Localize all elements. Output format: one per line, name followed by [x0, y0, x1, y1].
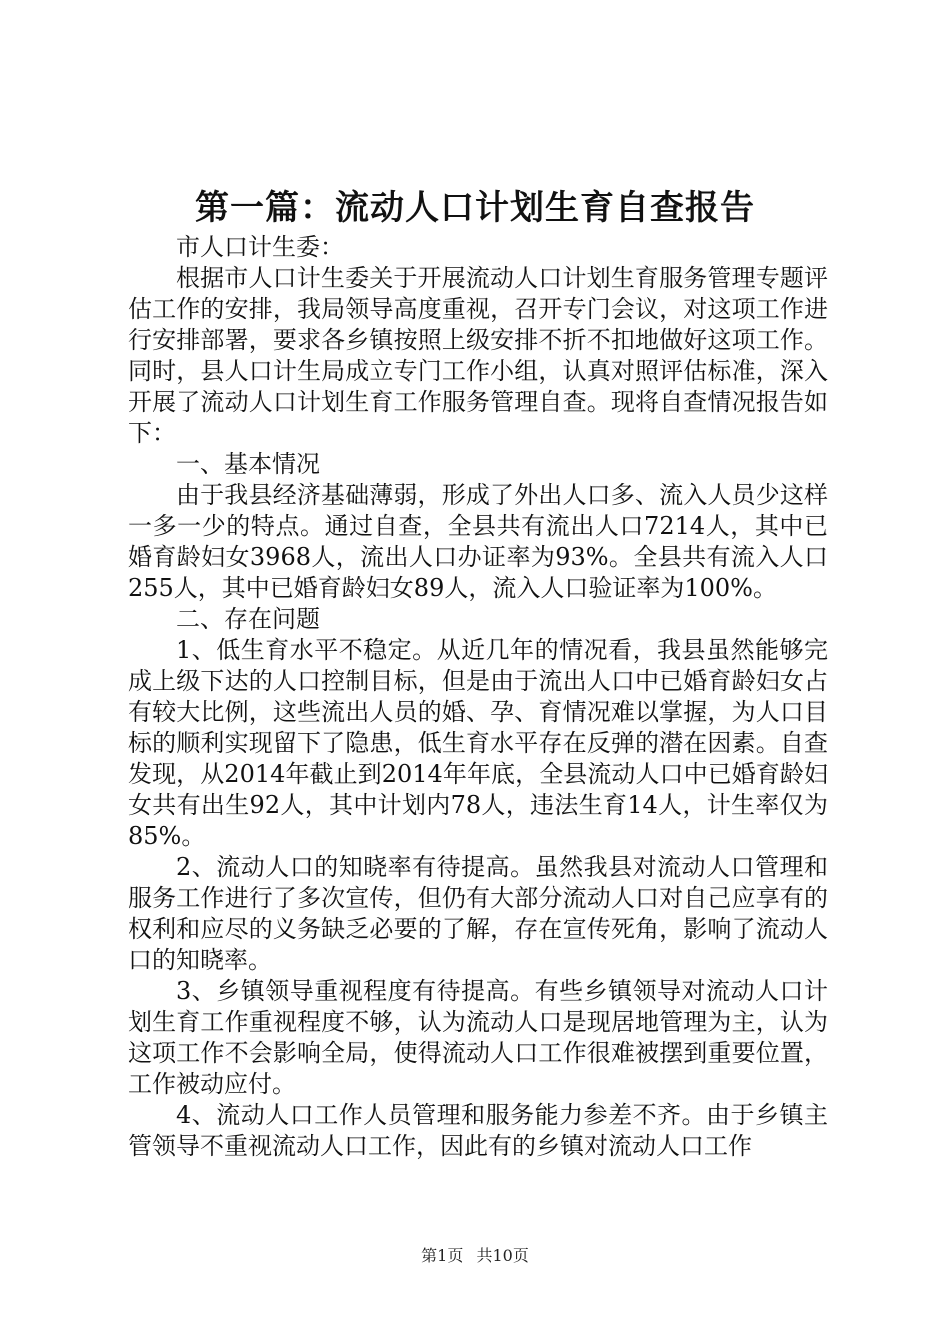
section-heading-basic: 一、基本情况	[176, 450, 320, 478]
page-total: 共10页	[476, 1246, 529, 1265]
page-footer	[0, 1245, 950, 1267]
document-title: 第一篇：流动人口计划生育自查报告	[195, 188, 755, 228]
basic-situation-paragraph: 由于我县经济基础薄弱，形成了外出人口多、流入人员少这样一多一少的特点。通过自查，全县共有流出人口7214人，其中已婚育龄妇女3968人，流出人口办证率为93%。全县共有流入人口255人，其中已婚育龄妇女89人，流入人口验证率为100%。	[128, 481, 828, 602]
salutation: 市人口计生委：	[176, 233, 344, 261]
page-number: 第1页	[421, 1246, 464, 1265]
problem-paragraph-1: 1、低生育水平不稳定。从近几年的情况看，我县虽然能够完成上级下达的人口控制目标，但是由于流出人口中已婚育龄妇女占有较大比例，这些流出人员的婚、孕、育情况难以掌握，为人口目标的顺利实现留下了隐患，低生育水平存在反弹的潜在因素。自查发现，从2014年截止到2014年年底，全县流动人口中已婚育龄妇女共有出生92人，其中计划内78人，违法生育14人，计生率仅为85%。	[128, 636, 828, 850]
problem-paragraph-2: 2、流动人口的知晓率有待提高。虽然我县对流动人口管理和服务工作进行了多次宣传，但仍有大部分流动人口对自己应享有的权利和应尽的义务缺乏必要的了解，存在宣传死角，影响了流动人口的知晓率。	[128, 853, 828, 974]
document-body	[128, 232, 828, 1162]
problem-paragraph-4: 4、流动人口工作人员管理和服务能力参差不齐。由于乡镇主管领导不重视流动人口工作，因此有的乡镇对流动人口工作	[128, 1101, 828, 1160]
section-heading-problems: 二、存在问题	[176, 605, 320, 633]
problem-paragraph-3: 3、乡镇领导重视程度有待提高。有些乡镇领导对流动人口计划生育工作重视程度不够，认为流动人口是现居地管理为主，认为这项工作不会影响全局，使得流动人口工作很难被摆到重要位置，工作被动应付。	[128, 977, 828, 1098]
intro-paragraph: 根据市人口计生委关于开展流动人口计划生育服务管理专题评估工作的安排，我局领导高度重视，召开专门会议，对这项工作进行安排部署，要求各乡镇按照上级安排不折不扣地做好这项工作。同时，县人口计生局成立专门工作小组，认真对照评估标准，深入开展了流动人口计划生育工作服务管理自查。现将自查情况报告如下：	[128, 264, 828, 447]
